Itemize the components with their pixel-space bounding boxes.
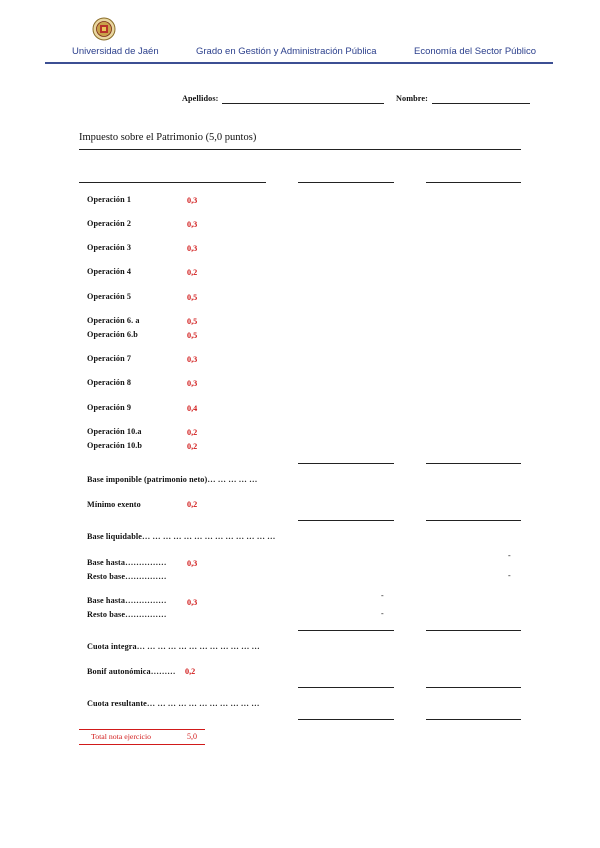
dash-mark: - bbox=[508, 571, 511, 580]
operation-label: Operación 1 bbox=[87, 195, 132, 204]
operation-points: 0,2 bbox=[187, 268, 198, 277]
surname-label: Apellidos: bbox=[182, 94, 219, 103]
cuota-integra-label: Cuota integra… … … … … … … … … … … … bbox=[87, 642, 260, 651]
operation-label: Operación 9 bbox=[87, 403, 132, 412]
tramo-base-label: Base hasta…………… bbox=[87, 596, 167, 605]
final-rule bbox=[298, 719, 394, 720]
subtotal-rule bbox=[298, 630, 394, 631]
minimo-exento-label: Mínimo exento bbox=[87, 500, 141, 509]
operation-label: Operación 6. a bbox=[87, 316, 140, 325]
tramo-base-label: Base hasta…………… bbox=[87, 558, 167, 567]
operation-label: Operación 10.a bbox=[87, 427, 142, 436]
name-label: Nombre: bbox=[396, 94, 428, 103]
tramo-resto-label: Resto base…………… bbox=[87, 572, 167, 581]
final-rule bbox=[426, 719, 521, 720]
university-name: Universidad de Jaén bbox=[72, 46, 159, 57]
subtotal-rule bbox=[426, 520, 521, 521]
column-rule-1 bbox=[79, 182, 266, 183]
operation-points: 0,3 bbox=[187, 355, 198, 364]
operation-points: 0,5 bbox=[187, 317, 198, 326]
operation-points: 0,3 bbox=[187, 244, 198, 253]
subtotal-rule bbox=[298, 520, 394, 521]
subtotal-rule bbox=[426, 687, 521, 688]
subtotal-rule bbox=[298, 463, 394, 464]
exercise-title: Impuesto sobre el Patrimonio (5,0 puntos) bbox=[79, 132, 257, 143]
total-value: 5,0 bbox=[187, 732, 197, 741]
header-rule bbox=[45, 62, 553, 64]
name-field[interactable] bbox=[432, 103, 530, 104]
operation-label: Operación 10.b bbox=[87, 441, 143, 450]
operation-label: Operación 4 bbox=[87, 267, 132, 276]
bonif-points: 0,2 bbox=[185, 667, 196, 676]
tramo-points: 0,3 bbox=[187, 559, 198, 568]
column-rule-2 bbox=[298, 182, 394, 183]
subtotal-rule bbox=[426, 463, 521, 464]
operation-label: Operación 7 bbox=[87, 354, 132, 363]
tramo-resto-label: Resto base…………… bbox=[87, 610, 167, 619]
dash-mark: - bbox=[381, 591, 384, 600]
base-imponible-label: Base imponible (patrimonio neto)… … … … … bbox=[87, 475, 258, 484]
dash-mark: - bbox=[381, 609, 384, 618]
operation-label: Operación 6.b bbox=[87, 330, 138, 339]
column-rule-3 bbox=[426, 182, 521, 183]
operation-label: Operación 8 bbox=[87, 378, 132, 387]
base-liquidable-label: Base liquidable… … … … … … … … … … … … … bbox=[87, 532, 276, 541]
subtotal-rule bbox=[298, 687, 394, 688]
tramo-points: 0,3 bbox=[187, 598, 198, 607]
degree-name: Grado en Gestión y Administración Pública bbox=[196, 46, 377, 57]
title-rule bbox=[79, 149, 521, 150]
operation-label: Operación 5 bbox=[87, 292, 132, 301]
operation-points: 0,3 bbox=[187, 196, 198, 205]
dash-mark: - bbox=[508, 551, 511, 560]
cuota-resultante-label: Cuota resultante… … … … … … … … … … … bbox=[87, 699, 260, 708]
operation-points: 0,3 bbox=[187, 379, 198, 388]
minimo-exento-points: 0,2 bbox=[187, 500, 198, 509]
operation-points: 0,3 bbox=[187, 220, 198, 229]
operation-points: 0,5 bbox=[187, 331, 198, 340]
surname-field[interactable] bbox=[222, 103, 384, 104]
total-label: Total nota ejercicio bbox=[91, 732, 152, 741]
university-seal-icon bbox=[92, 17, 116, 41]
operation-points: 0,2 bbox=[187, 442, 198, 451]
operation-points: 0,2 bbox=[187, 428, 198, 437]
operation-points: 0,5 bbox=[187, 293, 198, 302]
operation-points: 0,4 bbox=[187, 404, 198, 413]
bonif-label: Bonif autonómica……… bbox=[87, 667, 176, 676]
operation-label: Operación 3 bbox=[87, 243, 132, 252]
total-top-rule bbox=[79, 729, 205, 730]
course-name: Economía del Sector Público bbox=[414, 46, 536, 57]
operation-label: Operación 2 bbox=[87, 219, 132, 228]
subtotal-rule bbox=[426, 630, 521, 631]
total-bottom-rule bbox=[79, 744, 205, 745]
